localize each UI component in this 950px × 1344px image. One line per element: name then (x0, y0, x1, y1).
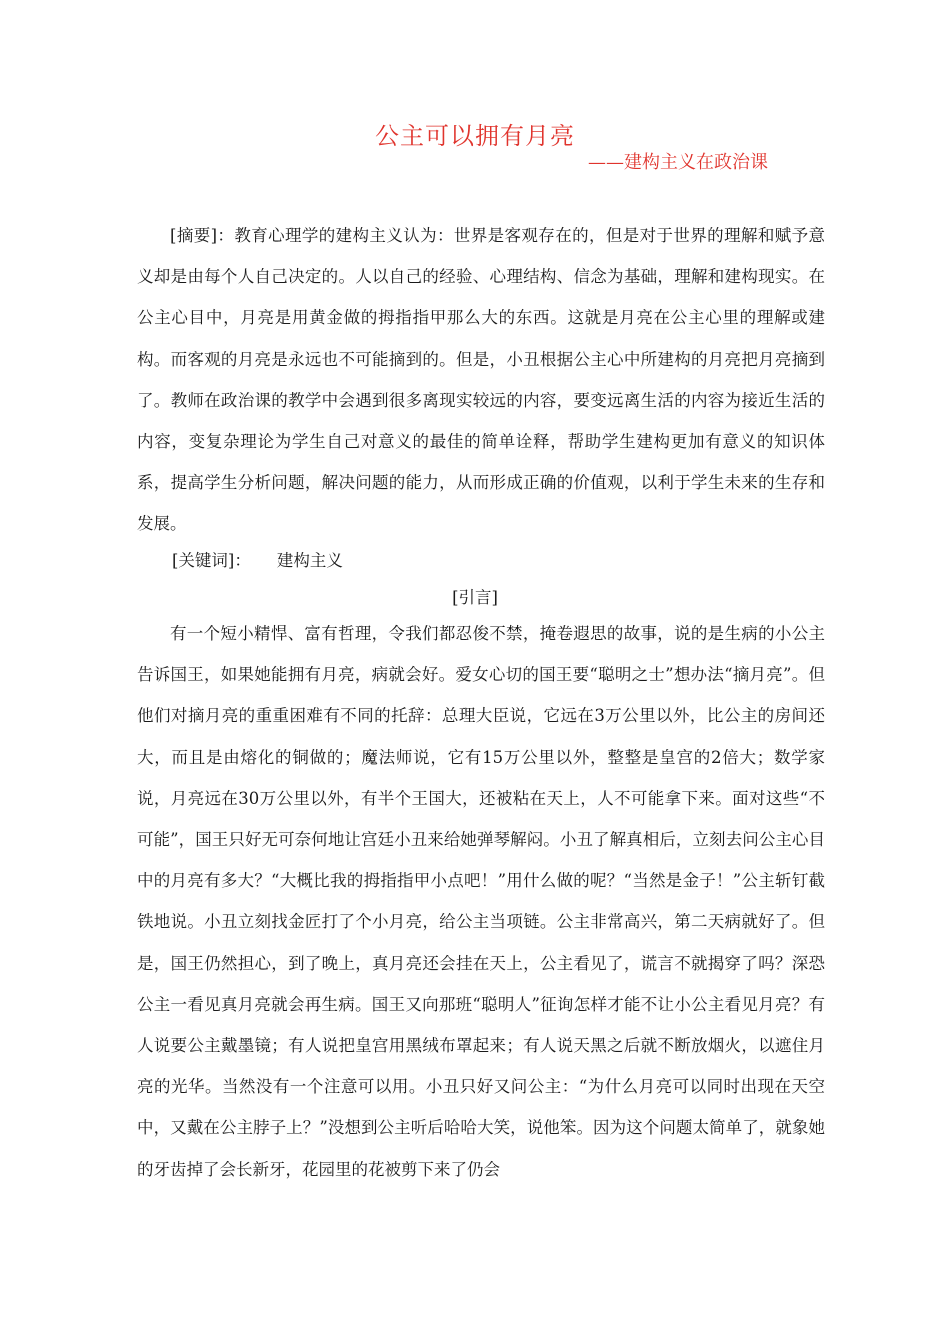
keywords-value: 建构主义 (276, 551, 343, 570)
abstract-section (137, 215, 825, 545)
abstract-label: [摘要]： (170, 226, 235, 245)
intro-heading: [引言] (452, 588, 498, 607)
document-title: 公主可以拥有月亮 (375, 122, 575, 150)
keywords-line (172, 542, 343, 580)
abstract-paragraph (137, 215, 825, 545)
keywords-label: [关键词]： (172, 551, 251, 570)
document-subtitle: ——建构主义在政治课 (588, 152, 768, 173)
intro-paragraph: 有一个短小精悍、富有哲理，令我们都忍俊不禁，掩卷遐思的故事，说的是生病的小公主告诉国王，如果她能拥有月亮，病就会好。爱女心切的国王要“聪明之士”想办法“摘月亮”。但他们对摘月亮的重重困难有不同的托辞：总理大臣说，它远在3万公里以外，比公主的房间还大，而且是由熔化的铜做的；魔法师说，它有15万公里以外，整整是皇宫的2倍大；数学家说，月亮远在30万公里以外，有半个王国大，还被粘在天上，人不可能拿下来。面对这些“不可能”，国王只好无可奈何地让宫廷小丑来给她弹琴解闷。小丑了解真相后，立刻去问公主心目中的月亮有多大？“大概比我的拇指指甲小点吧！”用什么做的呢？“当然是金子！”公主斩钉截铁地说。小丑立刻找金匠打了个小月亮，给公主当项链。公主非常高兴，第二天病就好了。但是，国王仍然担心，到了晚上，真月亮还会挂在天上，公主看见了，谎言不就揭穿了吗？深恐公主一看见真月亮就会再生病。国王又向那班“聪明人”征询怎样才能不让小公主看见月亮？有人说要公主戴墨镜；有人说把皇宫用黑绒布罩起来；有人说天黑之后就不断放烟火，以遮住月亮的光华。当然没有一个注意可以用。小丑只好又问公主：“为什么月亮可以同时出现在天空中，又戴在公主脖子上？”没想到公主听后哈哈大笑，说他笨。因为这个问题太简单了，就象她的牙齿掉了会长新牙，花园里的花被剪下来了仍会 (137, 624, 825, 1179)
intro-section (137, 613, 825, 1190)
abstract-text: 教育心理学的建构主义认为：世界是客观存在的，但是对于世界的理解和赋予意义却是由每个人自己决定的。人以自己的经验、心理结构、信念为基础，理解和建构现实。在公主心目中，月亮是用黄金做的拇指指甲那么大的东西。这就是月亮在公主心里的理解或建构。而客观的月亮是永远也不可能摘到的。但是，小丑根据公主心中所建构的月亮把月亮摘到了。教师在政治课的教学中会遇到很多离现实较远的内容，要变远离生活的内容为接近生活的内容，变复杂理论为学生自己对意义的最佳的简单诠释，帮助学生建构更加有意义的知识体系，提高学生分析问题，解决问题的能力，从而形成正确的价值观，以利于学生未来的生存和发展。 (137, 226, 826, 534)
